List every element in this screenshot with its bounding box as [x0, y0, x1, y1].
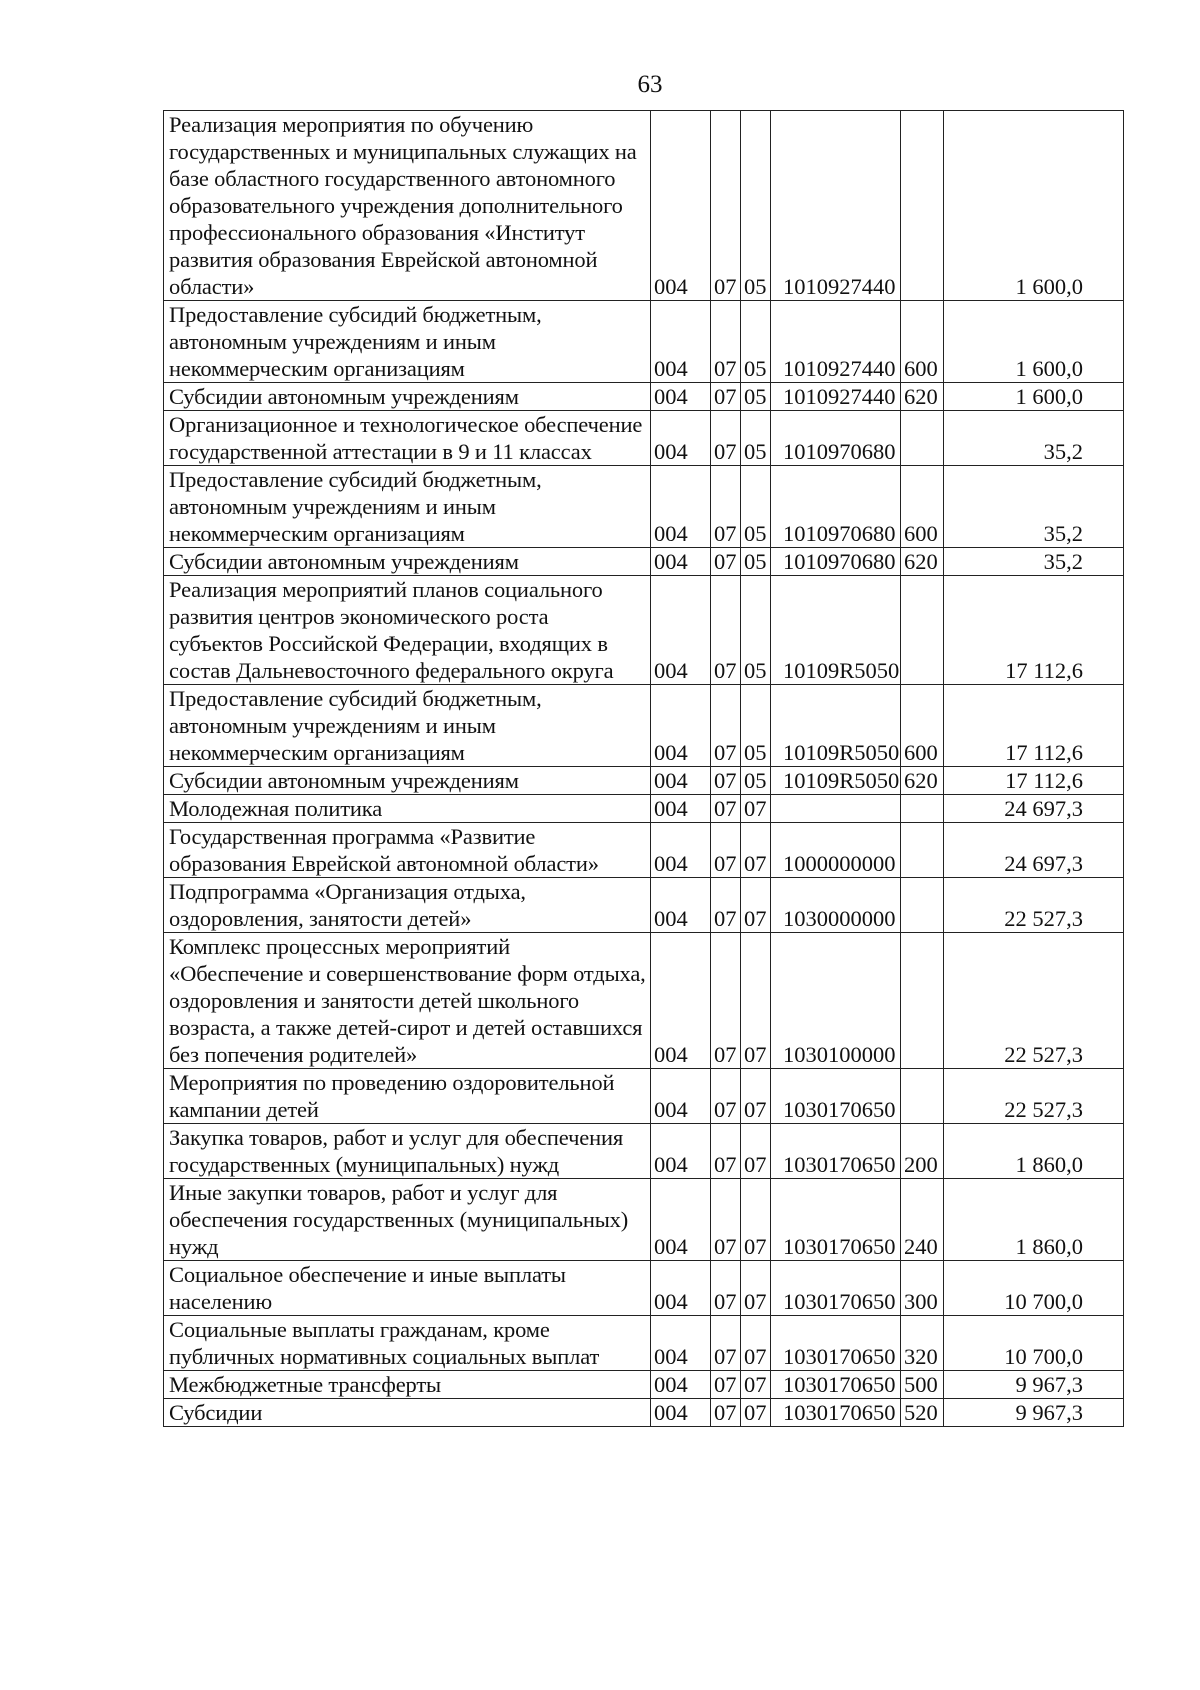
- amount-cell: 17 112,6: [944, 685, 1124, 767]
- target-article-cell: 1030170650: [771, 1399, 901, 1427]
- amount-cell: 1 600,0: [944, 111, 1124, 301]
- target-article-cell: 1030000000: [771, 878, 901, 933]
- ministry-code-cell: 004: [651, 548, 711, 576]
- table-row: [164, 1179, 1124, 1261]
- ministry-code-cell: 004: [651, 466, 711, 548]
- target-article-cell: 10109R5050: [771, 767, 901, 795]
- section-code-cell: 07: [711, 548, 741, 576]
- subsection-code-cell: 05: [741, 301, 771, 383]
- ministry-code-cell: 004: [651, 1124, 711, 1179]
- section-code-cell: 07: [711, 301, 741, 383]
- row-name-cell: Субсидии автономным учреждениям: [164, 548, 651, 576]
- amount-cell: 17 112,6: [944, 576, 1124, 685]
- expense-type-cell: [901, 823, 944, 878]
- table-row: [164, 878, 1124, 933]
- page-number: 63: [637, 71, 663, 98]
- amount-cell: 35,2: [944, 548, 1124, 576]
- row-name-cell: Мероприятия по проведению оздоровительной кампании детей: [164, 1069, 651, 1124]
- expense-type-cell: [901, 111, 944, 301]
- amount-cell: 22 527,3: [944, 1069, 1124, 1124]
- row-name-cell: Молодежная политика: [164, 795, 651, 823]
- ministry-code-cell: 004: [651, 933, 711, 1069]
- section-code-cell: 07: [711, 576, 741, 685]
- section-code-cell: 07: [711, 1124, 741, 1179]
- amount-cell: 35,2: [944, 411, 1124, 466]
- subsection-code-cell: 07: [741, 1399, 771, 1427]
- ministry-code-cell: 004: [651, 767, 711, 795]
- table-row: [164, 933, 1124, 1069]
- subsection-code-cell: 07: [741, 1069, 771, 1124]
- target-article-cell: 1000000000: [771, 823, 901, 878]
- expense-type-cell: 600: [901, 685, 944, 767]
- expense-type-cell: 320: [901, 1316, 944, 1371]
- row-name-cell: Предоставление субсидий бюджетным, автономным учреждениям и иным некоммерческим организациям: [164, 301, 651, 383]
- subsection-code-cell: 05: [741, 466, 771, 548]
- table-row: [164, 823, 1124, 878]
- expense-type-cell: 600: [901, 466, 944, 548]
- target-article-cell: 1030100000: [771, 933, 901, 1069]
- section-code-cell: 07: [711, 383, 741, 411]
- table-row: [164, 1261, 1124, 1316]
- section-code-cell: 07: [711, 1316, 741, 1371]
- expense-type-cell: 240: [901, 1179, 944, 1261]
- table-row: [164, 1069, 1124, 1124]
- expense-type-cell: 300: [901, 1261, 944, 1316]
- row-name-cell: Комплекс процессных мероприятий «Обеспечение и совершенствование форм отдыха, оздоровления и занятости детей школьного возраста, а также детей-сирот и детей оставшихся без попечения родителей»: [164, 933, 651, 1069]
- ministry-code-cell: 004: [651, 1316, 711, 1371]
- amount-cell: 9 967,3: [944, 1371, 1124, 1399]
- expense-type-cell: [901, 576, 944, 685]
- subsection-code-cell: 05: [741, 111, 771, 301]
- target-article-cell: 10109R5050: [771, 685, 901, 767]
- expense-type-cell: 620: [901, 383, 944, 411]
- target-article-cell: 1010927440: [771, 111, 901, 301]
- expense-type-cell: 500: [901, 1371, 944, 1399]
- target-article-cell: 1030170650: [771, 1179, 901, 1261]
- target-article-cell: 1010927440: [771, 383, 901, 411]
- row-name-cell: Реализация мероприятий планов социального развития центров экономического роста субъектов Российской Федерации, входящих в состав Дальневосточного федерального округа: [164, 576, 651, 685]
- subsection-code-cell: 05: [741, 383, 771, 411]
- section-code-cell: 07: [711, 767, 741, 795]
- amount-cell: 10 700,0: [944, 1316, 1124, 1371]
- subsection-code-cell: 05: [741, 411, 771, 466]
- section-code-cell: 07: [711, 1179, 741, 1261]
- table-row: [164, 1316, 1124, 1371]
- row-name-cell: Субсидии автономным учреждениям: [164, 383, 651, 411]
- table-row: [164, 411, 1124, 466]
- expense-type-cell: [901, 411, 944, 466]
- subsection-code-cell: 07: [741, 823, 771, 878]
- row-name-cell: Межбюджетные трансферты: [164, 1371, 651, 1399]
- table-row: [164, 301, 1124, 383]
- table-row: [164, 767, 1124, 795]
- ministry-code-cell: 004: [651, 576, 711, 685]
- subsection-code-cell: 07: [741, 878, 771, 933]
- row-name-cell: Реализация мероприятия по обучению государственных и муниципальных служащих на базе областного государственного автономного образовательного учреждения дополнительного профессионального образования «Институт развития образования Еврейской автономной области»: [164, 111, 651, 301]
- subsection-code-cell: 05: [741, 576, 771, 685]
- subsection-code-cell: 05: [741, 548, 771, 576]
- target-article-cell: 10109R5050: [771, 576, 901, 685]
- amount-cell: 1 600,0: [944, 301, 1124, 383]
- row-name-cell: Организационное и технологическое обеспечение государственной аттестации в 9 и 11 классах: [164, 411, 651, 466]
- row-name-cell: Социальные выплаты гражданам, кроме публичных нормативных социальных выплат: [164, 1316, 651, 1371]
- row-name-cell: Субсидии автономным учреждениям: [164, 767, 651, 795]
- expense-type-cell: [901, 878, 944, 933]
- expense-type-cell: 620: [901, 767, 944, 795]
- subsection-code-cell: 07: [741, 1316, 771, 1371]
- section-code-cell: 07: [711, 411, 741, 466]
- target-article-cell: 1030170650: [771, 1261, 901, 1316]
- ministry-code-cell: 004: [651, 383, 711, 411]
- amount-cell: 17 112,6: [944, 767, 1124, 795]
- expense-type-cell: 200: [901, 1124, 944, 1179]
- amount-cell: 9 967,3: [944, 1399, 1124, 1427]
- target-article-cell: 1010927440: [771, 301, 901, 383]
- amount-cell: 24 697,3: [944, 795, 1124, 823]
- section-code-cell: 07: [711, 823, 741, 878]
- ministry-code-cell: 004: [651, 1069, 711, 1124]
- ministry-code-cell: 004: [651, 1179, 711, 1261]
- amount-cell: 22 527,3: [944, 878, 1124, 933]
- section-code-cell: 07: [711, 1069, 741, 1124]
- table-row: [164, 111, 1124, 301]
- amount-cell: 22 527,3: [944, 933, 1124, 1069]
- amount-cell: 10 700,0: [944, 1261, 1124, 1316]
- row-name-cell: Предоставление субсидий бюджетным, автономным учреждениям и иным некоммерческим организациям: [164, 685, 651, 767]
- expense-type-cell: [901, 933, 944, 1069]
- amount-cell: 1 860,0: [944, 1179, 1124, 1261]
- table-row: [164, 548, 1124, 576]
- row-name-cell: Социальное обеспечение и иные выплаты населению: [164, 1261, 651, 1316]
- target-article-cell: 1010970680: [771, 411, 901, 466]
- section-code-cell: 07: [711, 685, 741, 767]
- subsection-code-cell: 07: [741, 1371, 771, 1399]
- target-article-cell: 1030170650: [771, 1316, 901, 1371]
- subsection-code-cell: 07: [741, 933, 771, 1069]
- row-name-cell: Государственная программа «Развитие образования Еврейской автономной области»: [164, 823, 651, 878]
- subsection-code-cell: 07: [741, 1124, 771, 1179]
- ministry-code-cell: 004: [651, 795, 711, 823]
- target-article-cell: 1030170650: [771, 1069, 901, 1124]
- expense-type-cell: [901, 795, 944, 823]
- subsection-code-cell: 07: [741, 1179, 771, 1261]
- amount-cell: 1 860,0: [944, 1124, 1124, 1179]
- target-article-cell: [771, 795, 901, 823]
- table-row: [164, 685, 1124, 767]
- row-name-cell: Иные закупки товаров, работ и услуг для обеспечения государственных (муниципальных) нужд: [164, 1179, 651, 1261]
- subsection-code-cell: 07: [741, 1261, 771, 1316]
- section-code-cell: 07: [711, 1399, 741, 1427]
- section-code-cell: 07: [711, 466, 741, 548]
- target-article-cell: 1010970680: [771, 548, 901, 576]
- target-article-cell: 1010970680: [771, 466, 901, 548]
- expense-type-cell: 620: [901, 548, 944, 576]
- target-article-cell: 1030170650: [771, 1371, 901, 1399]
- section-code-cell: 07: [711, 1261, 741, 1316]
- table-body: [164, 111, 1124, 1427]
- row-name-cell: Закупка товаров, работ и услуг для обеспечения государственных (муниципальных) нужд: [164, 1124, 651, 1179]
- expense-type-cell: 520: [901, 1399, 944, 1427]
- target-article-cell: 1030170650: [771, 1124, 901, 1179]
- section-code-cell: 07: [711, 795, 741, 823]
- table-row: [164, 795, 1124, 823]
- expense-type-cell: [901, 1069, 944, 1124]
- section-code-cell: 07: [711, 1371, 741, 1399]
- table-row: [164, 1124, 1124, 1179]
- ministry-code-cell: 004: [651, 1399, 711, 1427]
- ministry-code-cell: 004: [651, 685, 711, 767]
- ministry-code-cell: 004: [651, 111, 711, 301]
- ministry-code-cell: 004: [651, 411, 711, 466]
- amount-cell: 35,2: [944, 466, 1124, 548]
- budget-table: [163, 110, 1124, 1427]
- amount-cell: 1 600,0: [944, 383, 1124, 411]
- row-name-cell: Субсидии: [164, 1399, 651, 1427]
- expense-type-cell: 600: [901, 301, 944, 383]
- ministry-code-cell: 004: [651, 1261, 711, 1316]
- row-name-cell: Предоставление субсидий бюджетным, автономным учреждениям и иным некоммерческим организациям: [164, 466, 651, 548]
- section-code-cell: 07: [711, 933, 741, 1069]
- ministry-code-cell: 004: [651, 878, 711, 933]
- table-row: [164, 1371, 1124, 1399]
- section-code-cell: 07: [711, 878, 741, 933]
- amount-cell: 24 697,3: [944, 823, 1124, 878]
- ministry-code-cell: 004: [651, 823, 711, 878]
- subsection-code-cell: 05: [741, 767, 771, 795]
- ministry-code-cell: 004: [651, 1371, 711, 1399]
- subsection-code-cell: 05: [741, 685, 771, 767]
- subsection-code-cell: 07: [741, 795, 771, 823]
- row-name-cell: Подпрограмма «Организация отдыха, оздоровления, занятости детей»: [164, 878, 651, 933]
- table-row: [164, 576, 1124, 685]
- section-code-cell: 07: [711, 111, 741, 301]
- table-row: [164, 383, 1124, 411]
- table-row: [164, 1399, 1124, 1427]
- ministry-code-cell: 004: [651, 301, 711, 383]
- table-row: [164, 466, 1124, 548]
